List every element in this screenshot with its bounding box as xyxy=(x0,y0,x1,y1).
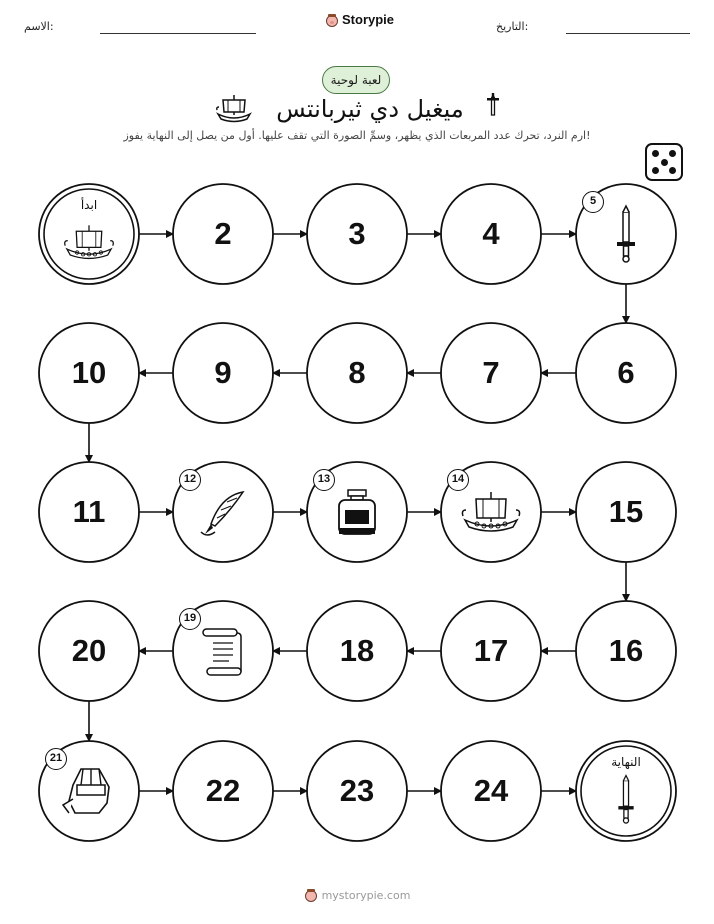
name-label: الاسم: xyxy=(24,20,54,33)
cell-number-badge: 12 xyxy=(179,469,201,491)
cell-number: 4 xyxy=(482,216,500,251)
cell-number-badge: 13 xyxy=(313,469,335,491)
cell-number: 2 xyxy=(214,216,232,251)
cell-number: 7 xyxy=(482,355,500,390)
cell-number: 18 xyxy=(339,633,375,668)
cell-number: 10 xyxy=(71,355,107,390)
cell-number-badge: 19 xyxy=(179,608,201,630)
cell-number: 3 xyxy=(348,216,366,251)
start-label: ابدأ xyxy=(80,198,98,212)
date-label: التاريخ: xyxy=(496,20,529,33)
cell-number: 16 xyxy=(608,633,644,668)
pig-icon xyxy=(304,888,318,902)
cell-number-badge: 14 xyxy=(447,469,469,491)
cell-number: 8 xyxy=(348,355,366,390)
cell-number-badge: 5 xyxy=(582,191,604,213)
cell-number-badge: 21 xyxy=(45,748,67,770)
cell-number: 22 xyxy=(205,773,241,808)
cell-number: 6 xyxy=(617,355,635,390)
end-label: النهاية xyxy=(611,755,641,769)
cell-number: 24 xyxy=(473,773,509,808)
footer-url[interactable]: mystorypie.com xyxy=(321,888,411,902)
brand-name: Storypie xyxy=(342,12,395,27)
game-type-tag: لعبة لوحية xyxy=(322,66,390,94)
footer xyxy=(0,888,714,902)
cell-number: 23 xyxy=(339,773,375,808)
page-title: ميغيل دي ثيربانتس xyxy=(276,95,464,123)
instructions: ارم النرد، تحرك عدد المربعات الذي يظهر، وسمِّ الصورة التي تقف عليها. أول من يصل إلى النهاية يفوز! xyxy=(123,129,591,142)
cell-number: 11 xyxy=(72,494,106,529)
cell-number: 15 xyxy=(608,494,644,529)
cell-number: 20 xyxy=(71,633,107,668)
cell-number: 17 xyxy=(473,633,509,668)
cell-number: 9 xyxy=(214,355,232,390)
